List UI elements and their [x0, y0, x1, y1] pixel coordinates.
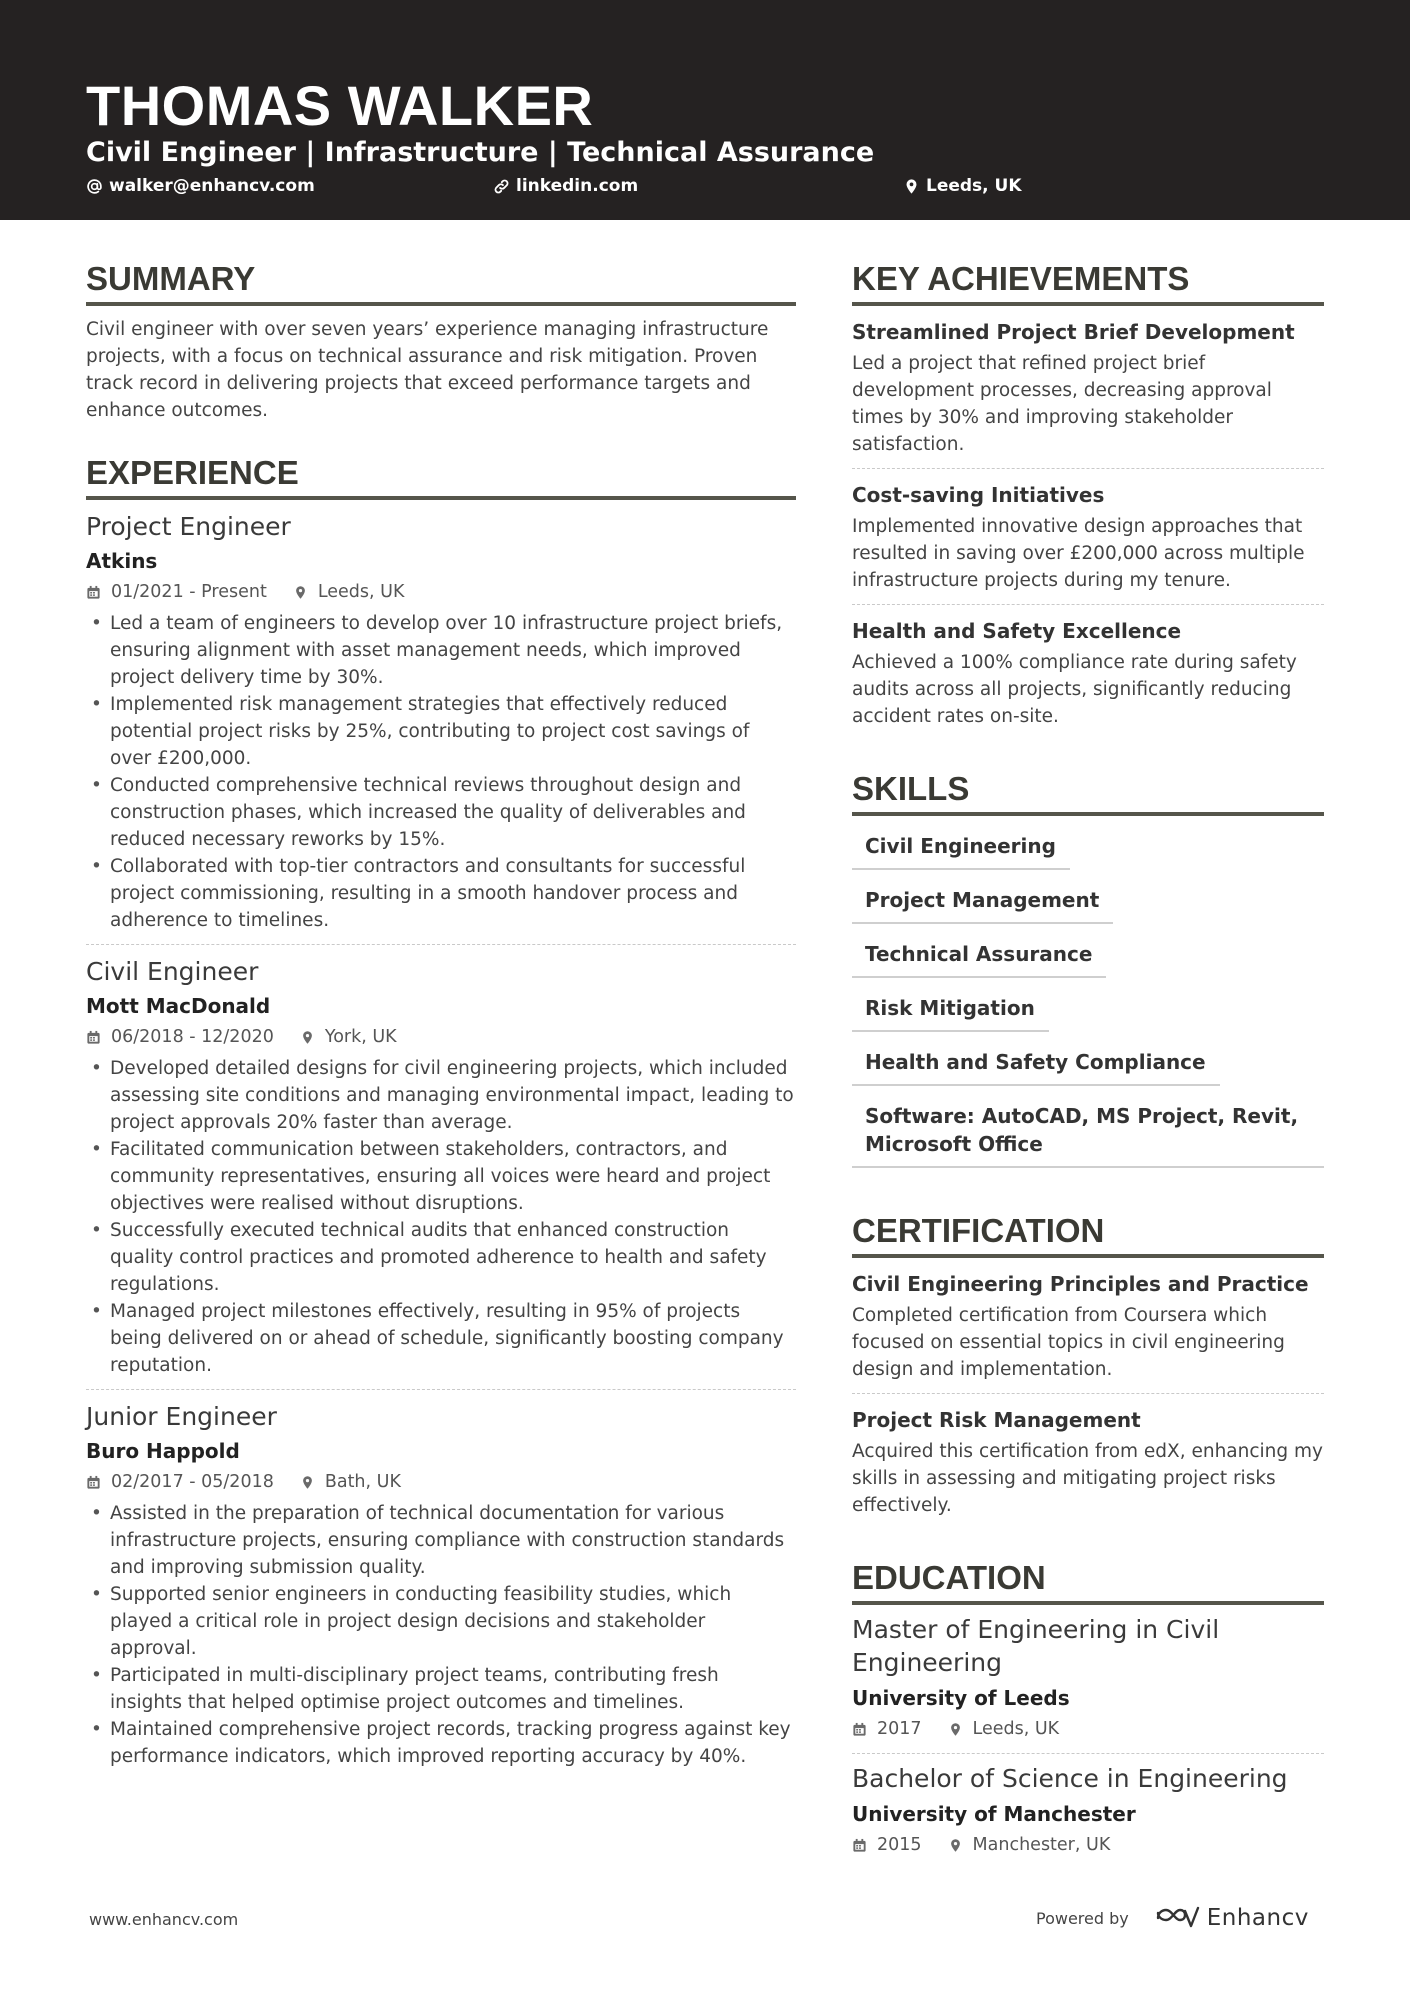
summary-section	[86, 258, 796, 424]
job-bullet: • Maintained comprehensive project records, tracking progress against key performance indicators, which improved reporting accuracy by 40%.	[86, 1716, 796, 1770]
enhancv-brand-name: Enhancv	[1206, 1905, 1309, 1931]
job-bullet: • Led a team of engineers to develop over 10 infrastructure project briefs, ensuring alignment with asset management needs, which improved project delivery time by 30%.	[86, 610, 796, 691]
skill-tag: Software: AutoCAD, MS Project, Revit, Microsoft Office	[852, 1100, 1324, 1168]
calendar-icon	[86, 585, 101, 600]
education-item	[852, 1605, 1324, 1754]
job-location	[300, 1023, 397, 1051]
link-icon	[493, 178, 510, 195]
contact-linkedin[interactable]	[493, 174, 638, 198]
location-pin-icon	[948, 1722, 963, 1737]
contact-location-text: Leeds, UK	[926, 176, 1022, 196]
job-bullet: • Collaborated with top-tier contractors and consultants for successful project commissioning, resulting in a smooth handover process and adherence to timelines.	[86, 853, 796, 934]
job-title: Civil Engineer	[86, 957, 259, 986]
certification-item	[852, 1258, 1324, 1394]
achievement-desc: Led a project that refined project brief development processes, decreasing approval times by 30% and improving stakeholder satisfaction.	[852, 353, 1272, 455]
certification-name: Project Risk Management	[852, 1408, 1141, 1432]
achievement-desc: Implemented innovative design approaches that resulted in saving over £200,000 across multiple infrastructure projects during my tenure.	[852, 516, 1305, 591]
skill-tag: Technical Assurance	[852, 938, 1106, 978]
achievements-section	[852, 258, 1324, 740]
achievement-desc: Achieved a 100% compliance rate during safety audits across all projects, significantly reducing accident rates on-site.	[852, 652, 1297, 727]
footer-website[interactable]: www.enhancv.com	[89, 1910, 239, 1929]
education-year	[852, 1831, 922, 1859]
at-icon	[86, 178, 103, 195]
achievement-title: Cost-saving Initiatives	[852, 483, 1105, 507]
job-bullets	[86, 1055, 796, 1379]
certification-title: CERTIFICATION	[852, 1210, 1324, 1258]
candidate-name: THOMAS WALKER	[86, 74, 594, 137]
achievement-item	[852, 306, 1324, 469]
achievement-title: Streamlined Project Brief Development	[852, 320, 1295, 344]
candidate-headline: Civil Engineer | Infrastructure | Technical Assurance	[86, 137, 875, 168]
skill-tag: Risk Mitigation	[852, 992, 1049, 1032]
left-column	[86, 258, 796, 1808]
skill-tag: Civil Engineering	[852, 830, 1070, 870]
job-bullet: • Developed detailed designs for civil engineering projects, which included assessing site conditions and managing environmental impact, leading to project approvals 20% faster than average.	[86, 1055, 796, 1136]
job-bullet: • Implemented risk management strategies that effectively reduced potential project risks by 25%, contributing to project cost savings of over £200,000.	[86, 691, 796, 772]
education-degree: Bachelor of Science in Engineering	[852, 1764, 1288, 1793]
achievements-title: KEY ACHIEVEMENTS	[852, 258, 1324, 306]
job-dates	[86, 1468, 274, 1496]
education-section	[852, 1557, 1324, 1869]
job-location-text: Leeds, UK	[317, 582, 405, 602]
job-entry	[86, 500, 796, 945]
right-column	[852, 258, 1324, 1897]
calendar-icon	[852, 1838, 867, 1853]
education-year-text: 2017	[877, 1719, 922, 1739]
education-year	[852, 1715, 922, 1743]
achievement-title: Health and Safety Excellence	[852, 619, 1182, 643]
resume-header	[0, 0, 1410, 220]
job-meta	[86, 1468, 796, 1496]
education-item	[852, 1754, 1324, 1869]
achievement-item	[852, 605, 1324, 740]
contact-location	[903, 174, 1022, 198]
location-pin-icon	[300, 1030, 315, 1045]
location-pin-icon	[293, 585, 308, 600]
certification-desc: Acquired this certification from edX, enhancing my skills in assessing and mitigating project risks effectively.	[852, 1441, 1324, 1516]
powered-by-label: Powered by	[1036, 1908, 1129, 1928]
job-dates-text: 01/2021 - Present	[111, 582, 267, 602]
job-location	[300, 1468, 401, 1496]
job-bullet: • Supported senior engineers in conducting feasibility studies, which played a critical role in project design decisions and stakeholder approval.	[86, 1581, 796, 1662]
skill-tag: Project Management	[852, 884, 1113, 924]
education-meta	[852, 1715, 1324, 1743]
education-meta	[852, 1831, 1324, 1859]
skills-title: SKILLS	[852, 768, 1324, 816]
job-company: Atkins	[86, 549, 158, 573]
summary-title: SUMMARY	[86, 258, 796, 306]
summary-text: Civil engineer with over seven years’ experience managing infrastructure projects, with a focus on technical assurance and risk mitigation. Proven track record in delivering projects that exceed performance targets and enhance outcomes.	[86, 319, 769, 421]
skill-tag: Health and Safety Compliance	[852, 1046, 1220, 1086]
education-location	[948, 1831, 1111, 1859]
calendar-icon	[86, 1475, 101, 1490]
footer-branding	[1036, 1900, 1309, 1936]
skills-list	[852, 830, 1324, 1182]
job-bullet: • Facilitated communication between stakeholders, contractors, and community representatives, ensuring all voices were heard and project objectives were realised without disruptions.	[86, 1136, 796, 1217]
education-location-text: Leeds, UK	[972, 1719, 1060, 1739]
certification-desc: Completed certification from Coursera which focused on essential topics in civil engineering design and implementation.	[852, 1305, 1285, 1380]
location-pin-icon	[948, 1838, 963, 1853]
job-title: Project Engineer	[86, 512, 291, 541]
job-bullet: • Participated in multi-disciplinary project teams, contributing fresh insights that helped optimise project outcomes and timelines.	[86, 1662, 796, 1716]
contact-email-text: walker@enhancv.com	[109, 176, 315, 196]
job-meta	[86, 1023, 796, 1051]
education-degree: Master of Engineering in Civil Engineering	[852, 1615, 1220, 1677]
education-school: University of Leeds	[852, 1686, 1070, 1710]
achievement-item	[852, 469, 1324, 605]
skills-section	[852, 768, 1324, 1182]
job-bullet: • Assisted in the preparation of technical documentation for various infrastructure projects, ensuring compliance with construction standards and improving submission quality.	[86, 1500, 796, 1581]
education-title: EDUCATION	[852, 1557, 1324, 1605]
job-entry	[86, 1390, 796, 1780]
job-dates-text: 06/2018 - 12/2020	[111, 1027, 274, 1047]
certification-section	[852, 1210, 1324, 1529]
experience-section	[86, 452, 796, 1780]
education-location	[948, 1715, 1060, 1743]
job-bullets	[86, 610, 796, 934]
job-bullet: • Successfully executed technical audits that enhanced construction quality control practices and promoted adherence to health and safety regulations.	[86, 1217, 796, 1298]
job-company: Buro Happold	[86, 1439, 240, 1463]
job-location-text: York, UK	[324, 1027, 397, 1047]
contact-linkedin-text: linkedin.com	[516, 176, 639, 196]
education-year-text: 2015	[877, 1835, 922, 1855]
job-location-text: Bath, UK	[324, 1472, 401, 1492]
location-pin-icon	[300, 1475, 315, 1490]
job-bullet: • Conducted comprehensive technical reviews throughout design and construction phases, which increased the quality of deliverables and reduced necessary reworks by 15%.	[86, 772, 796, 853]
certification-name: Civil Engineering Principles and Practice	[852, 1272, 1309, 1296]
job-title: Junior Engineer	[86, 1402, 277, 1431]
education-location-text: Manchester, UK	[972, 1835, 1111, 1855]
job-company: Mott MacDonald	[86, 994, 271, 1018]
job-bullets	[86, 1500, 796, 1770]
calendar-icon	[852, 1722, 867, 1737]
enhancv-logo-icon	[1155, 1905, 1201, 1931]
job-dates	[86, 1023, 274, 1051]
job-dates	[86, 578, 267, 606]
location-pin-icon	[903, 178, 920, 195]
job-dates-text: 02/2017 - 05/2018	[111, 1472, 274, 1492]
contact-email[interactable]	[86, 174, 315, 198]
certification-item	[852, 1394, 1324, 1529]
experience-title: EXPERIENCE	[86, 452, 796, 500]
education-school: University of Manchester	[852, 1802, 1136, 1826]
job-meta	[86, 578, 796, 606]
enhancv-brand[interactable]	[1155, 1905, 1309, 1931]
calendar-icon	[86, 1030, 101, 1045]
job-entry	[86, 945, 796, 1390]
job-bullet: • Managed project milestones effectively, resulting in 95% of projects being delivered on or ahead of schedule, significantly boosting company reputation.	[86, 1298, 796, 1379]
job-location	[293, 578, 405, 606]
